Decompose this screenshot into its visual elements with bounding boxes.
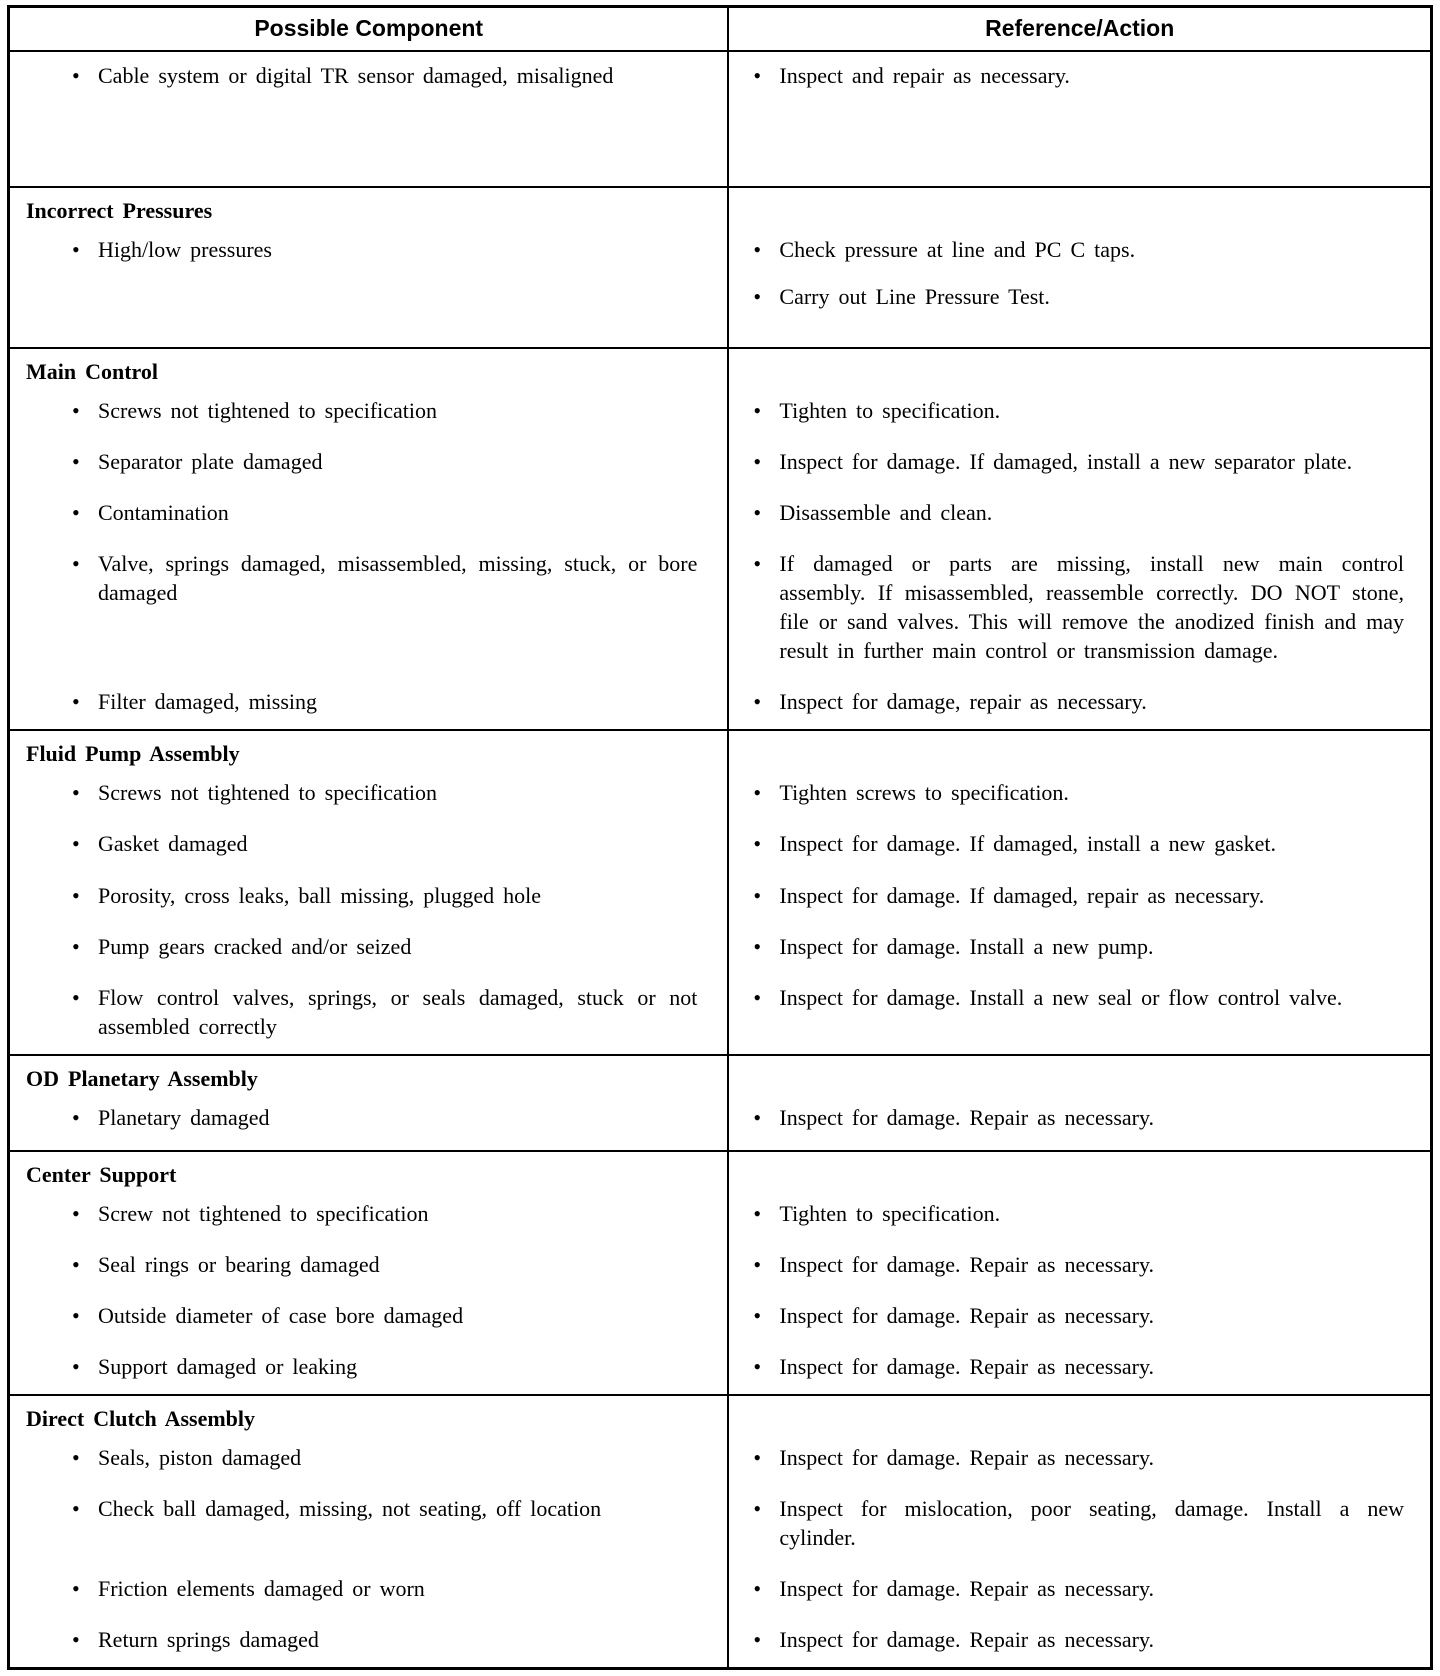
bullet-icon: • xyxy=(753,1104,762,1130)
bullet-icon: • xyxy=(753,1495,762,1521)
bullet-item xyxy=(72,1352,697,1381)
section-title-spacer xyxy=(728,730,1431,769)
action-text: Inspect for damage. If damaged, install a new gasket. xyxy=(779,831,1276,857)
action-cell xyxy=(728,1241,1431,1292)
bullet-icon: • xyxy=(72,237,80,263)
bullet-icon: • xyxy=(753,1575,762,1601)
bullet-item xyxy=(72,1103,697,1132)
table-row xyxy=(9,1565,1432,1616)
bullet-icon: • xyxy=(753,933,762,959)
component-text: Screw not tightened to specification xyxy=(98,1200,429,1226)
bullet-item xyxy=(72,1301,697,1330)
bullet-item xyxy=(753,549,1404,665)
bullet-icon: • xyxy=(72,1104,80,1130)
action-text: Disassemble and clean. xyxy=(779,500,993,526)
component-cell xyxy=(9,769,729,820)
bullet-icon: • xyxy=(753,1200,762,1226)
section-title-spacer xyxy=(728,187,1431,226)
component-text: Friction elements damaged or worn xyxy=(98,1575,425,1601)
bullet-icon: • xyxy=(753,1353,762,1379)
bullet-icon: • xyxy=(753,449,762,475)
bullet-item xyxy=(72,778,697,807)
action-text: Carry out Line Pressure Test. xyxy=(779,284,1050,310)
action-cell xyxy=(728,489,1431,540)
bullet-item xyxy=(753,1103,1404,1132)
action-text: Inspect for mislocation, poor seating, damage. Install a new cylinder. xyxy=(779,1495,1404,1550)
table-row xyxy=(9,1094,1432,1151)
action-cell xyxy=(728,1485,1431,1565)
bullet-item xyxy=(753,1199,1404,1228)
action-text: Inspect and repair as necessary. xyxy=(779,63,1070,88)
bullet-icon: • xyxy=(72,933,80,959)
action-cell xyxy=(728,1094,1431,1151)
bullet-icon: • xyxy=(72,780,80,806)
bullet-item xyxy=(753,1301,1404,1330)
section-title-cell xyxy=(9,1055,729,1094)
bullet-item xyxy=(72,932,697,961)
bullet-icon: • xyxy=(753,63,762,88)
bullet-item xyxy=(72,549,697,607)
bullet-icon: • xyxy=(753,831,762,857)
section-title-row xyxy=(9,1151,1432,1190)
component-text: Pump gears cracked and/or seized xyxy=(98,933,412,959)
bullet-item xyxy=(753,396,1404,425)
table-row xyxy=(9,1190,1432,1241)
component-cell xyxy=(9,489,729,540)
bullet-item xyxy=(753,881,1404,910)
bullet-item xyxy=(72,1494,697,1523)
action-text: Inspect for damage. If damaged, install a new separator plate. xyxy=(779,449,1353,475)
action-cell xyxy=(728,820,1431,871)
action-text: Inspect for damage. Repair as necessary. xyxy=(779,1104,1155,1130)
action-cell xyxy=(728,387,1431,438)
column-header-reference-action xyxy=(728,7,1431,52)
bullet-item xyxy=(753,932,1404,961)
bullet-item xyxy=(753,1443,1404,1472)
component-cell xyxy=(9,226,729,348)
section-title-spacer xyxy=(728,1055,1431,1094)
component-text: Seals, piston damaged xyxy=(98,1444,302,1470)
action-text: Inspect for damage. Repair as necessary. xyxy=(779,1353,1155,1379)
component-cell xyxy=(9,540,729,678)
section-title-spacer xyxy=(728,1151,1431,1190)
column-header-label: Possible Component xyxy=(254,15,484,41)
bullet-icon: • xyxy=(72,1627,80,1652)
action-text: Inspect for damage. If damaged, repair as necessary. xyxy=(779,882,1265,908)
action-cell xyxy=(728,1343,1431,1395)
section-title-spacer xyxy=(728,1395,1431,1434)
bullet-item xyxy=(72,983,697,1041)
section-title: Direct Clutch Assembly xyxy=(26,1405,256,1431)
bullet-item xyxy=(72,61,697,90)
action-text: Tighten to specification. xyxy=(779,1200,1001,1226)
bullet-item xyxy=(72,687,697,716)
table-row xyxy=(9,923,1432,974)
action-cell xyxy=(728,1190,1431,1241)
bullet-icon: • xyxy=(72,831,80,857)
action-text: Tighten screws to specification. xyxy=(779,780,1069,806)
action-text: Inspect for damage. Repair as necessary. xyxy=(779,1627,1155,1652)
bullet-item xyxy=(753,282,1404,311)
bullet-icon: • xyxy=(753,984,762,1010)
bullet-item xyxy=(72,396,697,425)
table-row xyxy=(9,769,1432,820)
bullet-item xyxy=(72,829,697,858)
table-row xyxy=(9,974,1432,1055)
section-title: OD Planetary Assembly xyxy=(26,1065,258,1091)
action-text: Inspect for damage. Repair as necessary. xyxy=(779,1444,1155,1470)
action-text: Inspect for damage. Repair as necessary. xyxy=(779,1302,1155,1328)
header-row xyxy=(9,7,1432,52)
bullet-icon: • xyxy=(72,1200,80,1226)
component-cell xyxy=(9,1616,729,1669)
action-text: Tighten to specification. xyxy=(779,398,1001,424)
column-header-label: Reference/Action xyxy=(985,15,1175,41)
component-text: Gasket damaged xyxy=(98,831,248,857)
action-text: Inspect for damage. Repair as necessary. xyxy=(779,1575,1155,1601)
component-text: Outside diameter of case bore damaged xyxy=(98,1302,464,1328)
bullet-icon: • xyxy=(72,63,80,88)
bullet-item xyxy=(72,1199,697,1228)
bullet-icon: • xyxy=(753,500,762,526)
action-cell xyxy=(728,1565,1431,1616)
table-row xyxy=(9,51,1432,187)
column-header-possible-component xyxy=(9,7,729,52)
bullet-icon: • xyxy=(72,1444,80,1470)
component-text: Return springs damaged xyxy=(98,1627,319,1652)
table-row xyxy=(9,489,1432,540)
action-cell xyxy=(728,1292,1431,1343)
bullet-item xyxy=(72,498,697,527)
section-title-row xyxy=(9,187,1432,226)
section-title: Main Control xyxy=(26,359,159,385)
component-text: Support damaged or leaking xyxy=(98,1353,358,1379)
component-cell xyxy=(9,1485,729,1565)
section-title: Incorrect Pressures xyxy=(26,198,213,224)
action-cell xyxy=(728,1616,1431,1669)
action-cell xyxy=(728,923,1431,974)
action-cell xyxy=(728,974,1431,1055)
bullet-icon: • xyxy=(753,237,762,263)
bullet-icon: • xyxy=(753,1444,762,1470)
bullet-item xyxy=(753,829,1404,858)
bullet-icon: • xyxy=(753,551,762,577)
section-title-spacer xyxy=(728,348,1431,387)
bullet-icon: • xyxy=(753,1251,762,1277)
bullet-item xyxy=(753,447,1404,476)
component-cell xyxy=(9,872,729,923)
bullet-item xyxy=(753,687,1404,716)
table-row xyxy=(9,540,1432,678)
component-text: Valve, springs damaged, misassembled, missing, stuck, or bore damaged xyxy=(98,551,698,606)
component-text: Filter damaged, missing xyxy=(98,689,318,715)
bullet-item xyxy=(753,1250,1404,1279)
diagnostic-table xyxy=(7,5,1433,1670)
bullet-item xyxy=(72,1443,697,1472)
bullet-icon: • xyxy=(753,689,762,715)
table-row xyxy=(9,1343,1432,1395)
bullet-item xyxy=(753,61,1404,90)
component-cell xyxy=(9,923,729,974)
bullet-icon: • xyxy=(753,780,762,806)
section-title-cell xyxy=(9,730,729,769)
action-text: Inspect for damage. Install a new pump. xyxy=(779,933,1154,959)
table-body xyxy=(9,51,1432,1669)
component-text: Check ball damaged, missing, not seating, off location xyxy=(98,1495,602,1521)
action-cell xyxy=(728,540,1431,678)
component-cell xyxy=(9,438,729,489)
section-title: Fluid Pump Assembly xyxy=(26,741,240,767)
bullet-icon: • xyxy=(72,1302,80,1328)
component-text: Separator plate damaged xyxy=(98,449,323,475)
component-cell xyxy=(9,1434,729,1485)
component-cell xyxy=(9,678,729,730)
section-title-row xyxy=(9,730,1432,769)
component-text: Screws not tightened to specification xyxy=(98,398,438,424)
table-row xyxy=(9,678,1432,730)
component-cell xyxy=(9,387,729,438)
table-row xyxy=(9,820,1432,871)
table-row xyxy=(9,1485,1432,1565)
bullet-icon: • xyxy=(72,551,80,577)
bullet-icon: • xyxy=(72,398,80,424)
component-cell xyxy=(9,820,729,871)
component-text: Flow control valves, springs, or seals damaged, stuck or not assembled correctly xyxy=(98,984,698,1039)
bullet-icon: • xyxy=(72,1251,80,1277)
bullet-item xyxy=(72,235,697,264)
action-cell xyxy=(728,226,1431,348)
action-cell xyxy=(728,872,1431,923)
bullet-icon: • xyxy=(72,1495,80,1521)
bullet-item xyxy=(753,983,1404,1012)
bullet-item xyxy=(753,1574,1404,1603)
table-row xyxy=(9,1292,1432,1343)
bullet-icon: • xyxy=(72,1353,80,1379)
section-title-cell xyxy=(9,187,729,226)
component-cell xyxy=(9,1094,729,1151)
bullet-icon: • xyxy=(72,984,80,1010)
action-cell xyxy=(728,1434,1431,1485)
bullet-item xyxy=(72,881,697,910)
component-cell xyxy=(9,1343,729,1395)
action-text: Check pressure at line and PC C taps. xyxy=(779,237,1136,263)
bullet-icon: • xyxy=(753,1302,762,1328)
section-title-row xyxy=(9,1055,1432,1094)
table-header xyxy=(9,7,1432,52)
bullet-item xyxy=(72,1574,697,1603)
component-text: Cable system or digital TR sensor damaged, misaligned xyxy=(98,63,614,88)
action-text: Inspect for damage, repair as necessary. xyxy=(779,689,1147,715)
bullet-icon: • xyxy=(753,284,762,310)
section-title-row xyxy=(9,348,1432,387)
action-text: If damaged or parts are missing, install new main control assembly. If misassembled, reassemble correctly. DO NOT stone, file or sand valves. This will remove the anodized finish and may result in further main control or transmission damage. xyxy=(779,551,1404,664)
component-text: Seal rings or bearing damaged xyxy=(98,1251,380,1277)
table-row xyxy=(9,387,1432,438)
bullet-item xyxy=(753,1352,1404,1381)
bullet-item xyxy=(753,498,1404,527)
component-text: Contamination xyxy=(98,500,229,526)
bullet-item xyxy=(72,1250,697,1279)
component-text: Porosity, cross leaks, ball missing, plugged hole xyxy=(98,882,542,908)
component-cell xyxy=(9,974,729,1055)
bullet-icon: • xyxy=(72,689,80,715)
section-title: Center Support xyxy=(26,1161,177,1187)
action-cell xyxy=(728,678,1431,730)
bullet-item xyxy=(72,447,697,476)
bullet-icon: • xyxy=(72,500,80,526)
action-cell xyxy=(728,769,1431,820)
table-row xyxy=(9,226,1432,348)
bullet-item xyxy=(753,1494,1404,1552)
component-text: High/low pressures xyxy=(98,237,272,263)
section-title-row xyxy=(9,1395,1432,1434)
bullet-icon: • xyxy=(753,398,762,424)
component-text: Planetary damaged xyxy=(98,1104,270,1130)
bullet-icon: • xyxy=(753,882,762,908)
section-title-cell xyxy=(9,348,729,387)
table-row xyxy=(9,1241,1432,1292)
action-text: Inspect for damage. Install a new seal or flow control valve. xyxy=(779,984,1343,1010)
component-cell xyxy=(9,51,729,187)
action-text: Inspect for damage. Repair as necessary. xyxy=(779,1251,1155,1277)
bullet-icon: • xyxy=(72,882,80,908)
component-cell xyxy=(9,1190,729,1241)
section-title-cell xyxy=(9,1151,729,1190)
bullet-icon: • xyxy=(72,449,80,475)
section-title-cell xyxy=(9,1395,729,1434)
table-row xyxy=(9,1616,1432,1669)
bullet-item xyxy=(753,235,1404,264)
component-cell xyxy=(9,1241,729,1292)
component-cell xyxy=(9,1565,729,1616)
component-text: Screws not tightened to specification xyxy=(98,780,438,806)
bullet-icon: • xyxy=(753,1627,762,1652)
table-row xyxy=(9,872,1432,923)
action-cell xyxy=(728,438,1431,489)
bullet-item xyxy=(753,778,1404,807)
table-row xyxy=(9,1434,1432,1485)
component-cell xyxy=(9,1292,729,1343)
table-row xyxy=(9,438,1432,489)
bullet-icon: • xyxy=(72,1575,80,1601)
action-cell xyxy=(728,51,1431,187)
